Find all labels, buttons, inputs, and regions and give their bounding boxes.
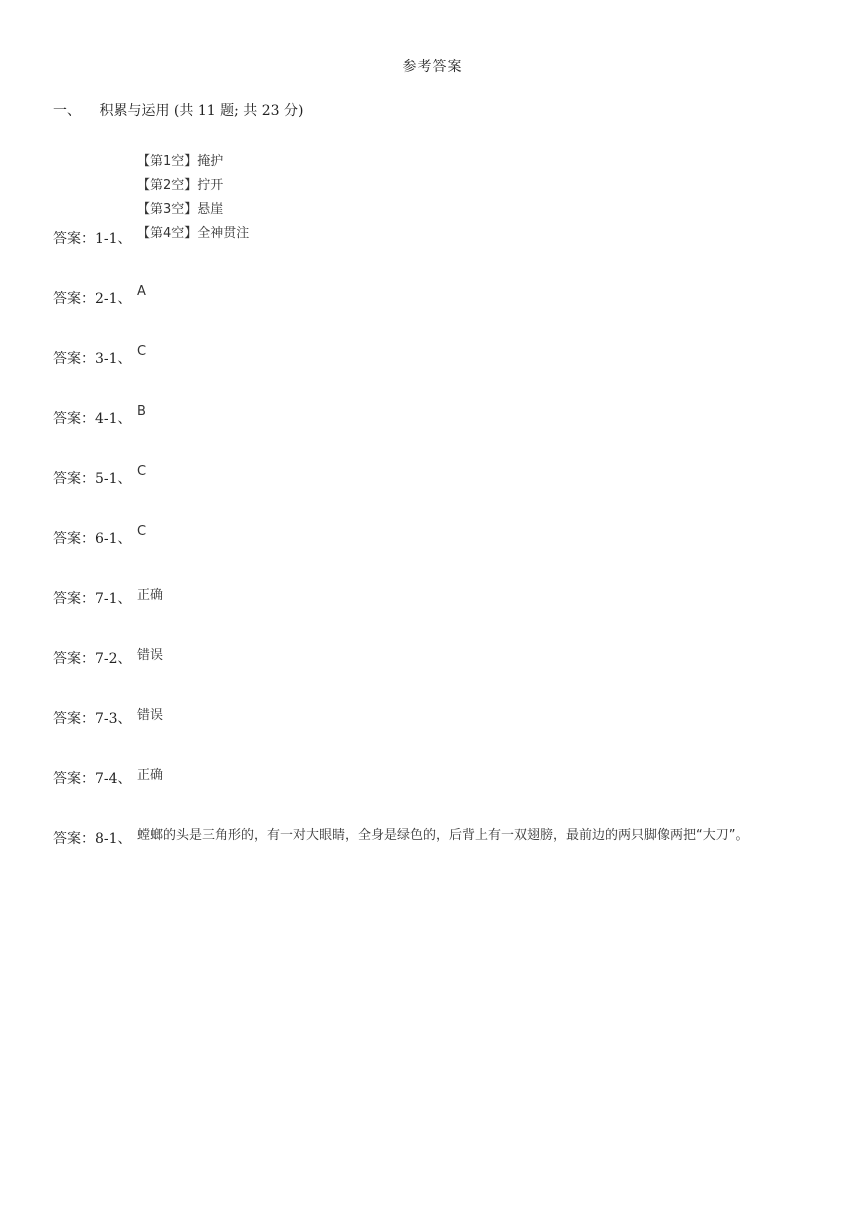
blank-list: [137, 150, 249, 246]
answer-label: 答案：7-4、: [53, 771, 132, 787]
answer-label: 答案：7-2、: [53, 651, 132, 667]
answer-label: 答案：4-1、: [53, 411, 132, 427]
answer-value: 错误: [137, 708, 164, 723]
section-heading: [53, 100, 303, 120]
blank-answer-2: 【第2空】拧开: [137, 178, 224, 193]
answer-value: 正确: [137, 588, 164, 603]
section-title: 积累与运用 (共 11 题; 共 23 分): [99, 103, 304, 119]
answer-label: 答案：7-1、: [53, 591, 132, 607]
answer-label: 答案：1-1、: [53, 231, 132, 247]
answer-value: C: [137, 464, 147, 479]
blank-answer-4: 【第4空】全神贯注: [137, 226, 250, 241]
blank-answer-3: 【第3空】悬崖: [137, 202, 224, 217]
answer-label: 答案：2-1、: [53, 291, 132, 307]
page-title: 参考答案: [402, 59, 463, 75]
answer-label: 答案：7-3、: [53, 711, 132, 727]
answer-value: C: [137, 344, 147, 359]
blank-answer-1: 【第1空】掩护: [137, 154, 224, 169]
answer-label: 答案：8-1、: [53, 831, 132, 847]
answer-value: A: [137, 284, 146, 299]
answer-value: B: [137, 404, 146, 419]
answer-value: 螳螂的头是三角形的，有一对大眼睛，全身是绿色的，后背上有一双翅膀，最前边的两只脚像两把“大刀”。: [137, 828, 749, 843]
section-number: 一、: [53, 103, 81, 119]
answer-value: C: [137, 524, 147, 539]
answer-label: 答案：6-1、: [53, 531, 132, 547]
answer-value: 错误: [137, 648, 164, 663]
answer-label: 答案：3-1、: [53, 351, 132, 367]
answer-label: 答案：5-1、: [53, 471, 132, 487]
answer-value: 正确: [137, 768, 164, 783]
